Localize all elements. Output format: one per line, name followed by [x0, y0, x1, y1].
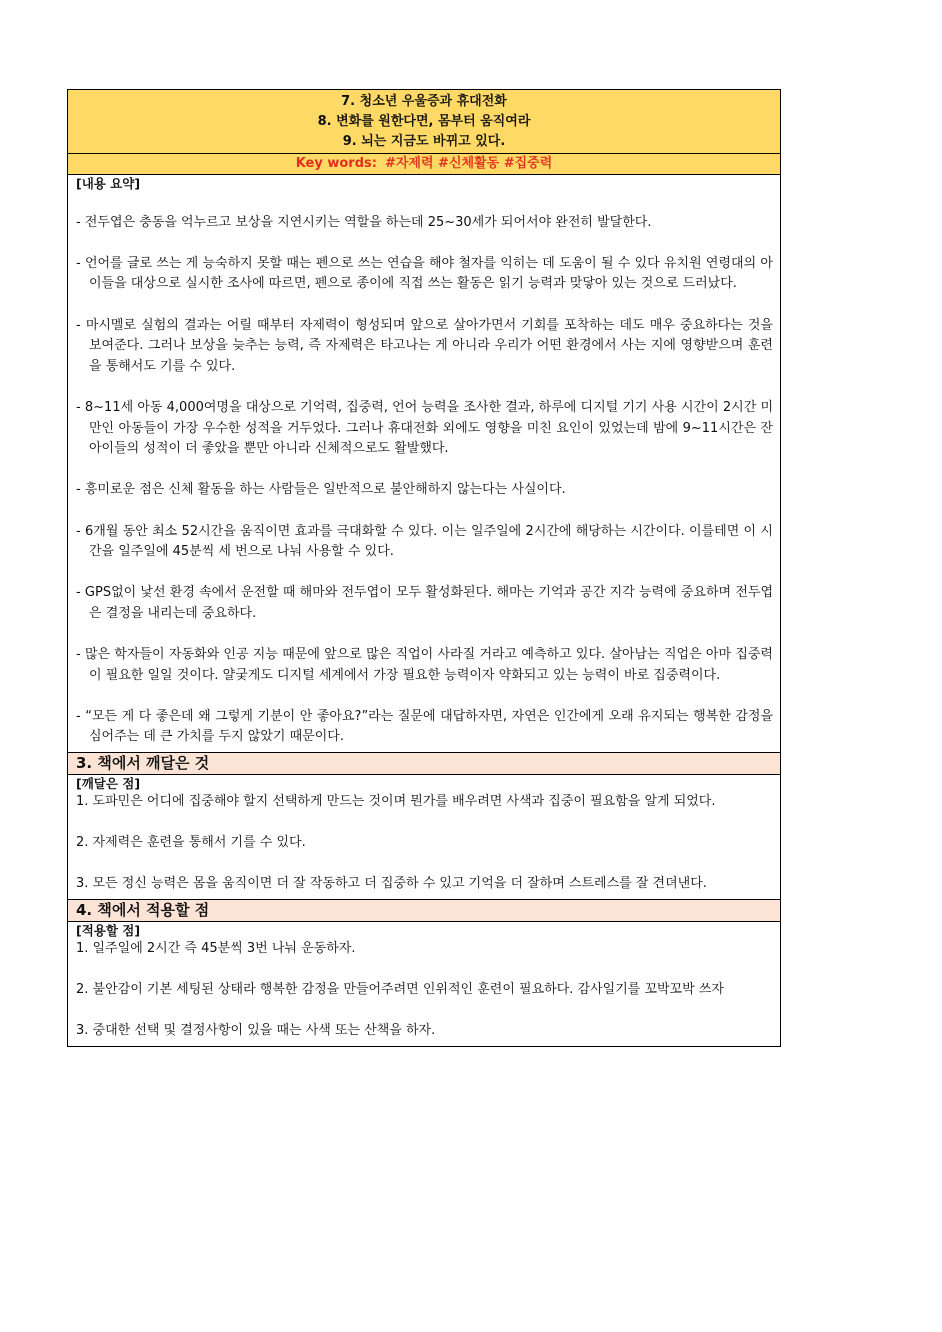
chapter-title: 8. 변화를 원한다면, 몸부터 움직여라	[317, 114, 531, 129]
keywords-row	[68, 154, 780, 175]
summary-item: - 6개월 동안 최소 52시간을 움직이면 효과를 극대화할 수 있다. 이는 일주일에 2시간에 해당하는 시간이다. 이를테면 이 시간을 일주일에 45분씩 세 번으로 나눠 사용할 수 있다.	[76, 523, 773, 560]
realized-item: 2. 자제력은 훈련을 통해서 기를 수 있다.	[76, 835, 306, 851]
realized-heading: [깨달은 점]	[76, 776, 141, 792]
summary-section	[68, 175, 780, 752]
apply-heading: [적용할 점]	[76, 923, 141, 938]
summary-item: - 전두엽은 충동을 억누르고 보상을 지연시키는 역할을 하는데 25~30세가 되어서야 완전히 발달한다.	[76, 214, 652, 230]
realized-section	[68, 775, 780, 899]
keywords-values: #자제력 #신체활동 #집중력	[384, 156, 553, 171]
summary-item: - 8~11세 아동 4,000여명을 대상으로 기억력, 집중력, 언어 능력을 조사한 결과, 하루에 디지털 기기 사용 시간이 2시간 미만인 아동들이 가장 우수한 성적을 거두었다. 그러나 휴대전화 외에도 영향을 미친 요인이 있었는데 밤에 9~11시간은 잔 아이들의 성적이 더 좋았을 뿐만 아니라 신체적으로도 활발했다.	[76, 399, 773, 457]
summary-heading: [내용 요약]	[76, 176, 141, 191]
summary-item: - 많은 학자들이 자동화와 인공 지능 때문에 앞으로 많은 직업이 사라질 거라고 예측하고 있다. 살아남는 직업은 아마 집중력이 필요한 일일 것이다. 얄궂게도 디지털 세계에서 가장 필요한 능력이자 약화되고 있는 능력이 바로 집중력이다.	[76, 647, 773, 683]
chapter-title: 9. 뇌는 지금도 바뀌고 있다.	[342, 134, 506, 149]
realized-section-title: 3. 책에서 깨달은 것	[68, 752, 780, 775]
apply-item: 1. 일주일에 2시간 즉 45분씩 3번 나눠 운동하자.	[76, 941, 356, 956]
realized-item: 3. 모든 정신 능력은 몸을 움직이면 더 잘 작동하고 더 집중하 수 있고 기억을 더 잘하며 스트레스를 잘 견뎌낸다.	[76, 876, 707, 892]
summary-item: - 언어를 글로 쓰는 게 능숙하지 못할 때는 펜으로 쓰는 연습을 해야 철자를 익히는 데 도움이 될 수 있다 유치원 연령대의 아이들을 대상으로 실시한 조사에 따르면, 펜으로 종이에 직접 쓰는 활동은 읽기 능력과 맞닿아 있는 것으로 드러났다.	[76, 255, 773, 292]
realized-item: 1. 도파민은 어디에 집중해야 할지 선택하게 만드는 것이며 뭔가를 배우려면 사색과 집중이 필요함을 알게 되었다.	[76, 794, 716, 810]
summary-item: - 마시멜로 실험의 결과는 어릴 때부터 자제력이 형성되며 앞으로 살아가면서 기회를 포착하는 데도 매우 중요하다는 것을 보여준다. 그러나 보상을 늦추는 능력, 즉 자제력은 타고나는 게 아니라 우리가 어떤 환경에서 사는 지에 영향받으며 훈련을 통해서도 기를 수 있다.	[76, 317, 773, 374]
summary-item: - “모든 게 다 좋은데 왜 그렇게 기분이 안 좋아요?”라는 질문에 대답하자면, 자연은 인간에게 오래 유지되는 행복한 감정을 심어주는 데 큰 가치를 두지 않았기 때문이다.	[76, 708, 773, 745]
apply-section-title: 4. 책에서 적용할 점	[68, 899, 780, 922]
apply-item: 3. 중대한 선택 및 결정사항이 있을 때는 사색 또는 산책을 하자.	[76, 1023, 436, 1039]
summary-item: - 흥미로운 점은 신체 활동을 하는 사람들은 일반적으로 불안해하지 않는다는 사실이다.	[76, 482, 566, 498]
chapter-titles	[68, 90, 780, 154]
summary-item: - GPS없이 낯선 환경 속에서 운전할 때 해마와 전두엽이 모두 활성화된다. 해마는 기억과 공간 지각 능력에 중요하며 전두엽은 결정을 내리는데 중요하다.	[76, 585, 773, 621]
keywords-label: Key words:	[295, 156, 377, 171]
book-report-table	[67, 89, 781, 1047]
apply-section	[68, 922, 780, 1046]
apply-item: 2. 불안감이 기본 세팅된 상태라 행복한 감정을 만들어주려면 인위적인 훈련이 필요하다. 감사일기를 꼬박꼬박 쓰자	[76, 982, 724, 998]
chapter-title: 7. 청소년 우울증과 휴대전화	[341, 94, 507, 109]
